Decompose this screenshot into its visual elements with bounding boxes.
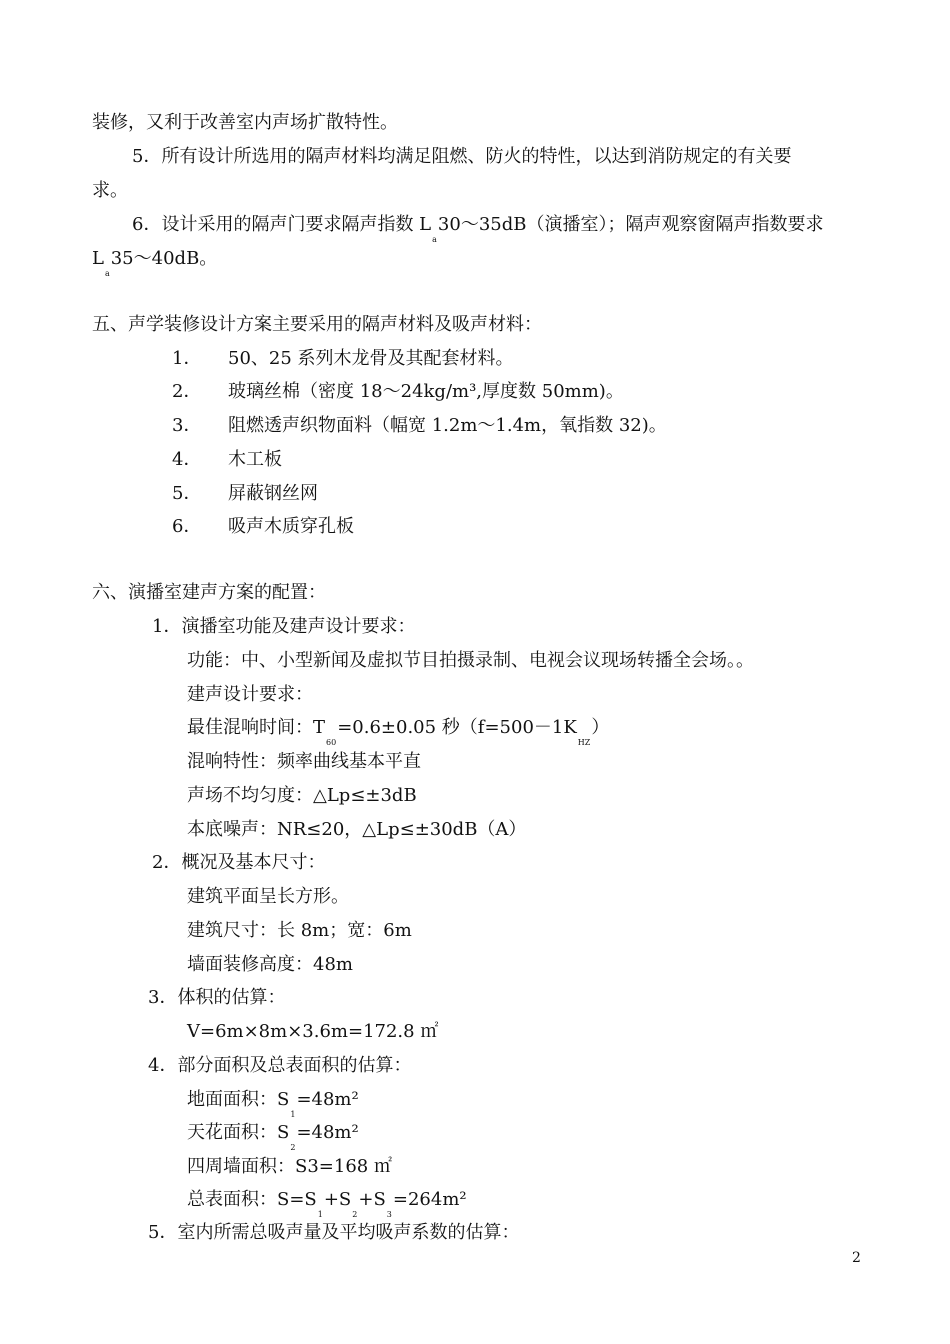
ceiling-area: [187, 1122, 359, 1152]
section-6-heading: 六、演播室建声方案的配置：: [92, 582, 326, 603]
reverb-time-mid: =0.6±0.05 秒（f=500－1K: [337, 717, 577, 738]
section-5-item-text: 50、25 系列木龙骨及其配套材料。: [228, 348, 514, 369]
intro-item-6-cont-sub: a: [104, 269, 110, 278]
total-area-plus-2: +S: [358, 1189, 386, 1210]
subsection-5-title: 5．室内所需总吸声量及平均吸声系数的估算：: [148, 1222, 520, 1243]
total-area-sub-3: 3: [386, 1210, 392, 1219]
section-5-heading: 五、声学装修设计方案主要采用的隔声材料及吸声材料：: [92, 314, 542, 335]
intro-item-5-cont: 求。: [92, 180, 128, 201]
total-area-post: =264m²: [392, 1189, 467, 1210]
total-area-sub-1: 1: [317, 1210, 323, 1219]
section-5-item-num: 5．: [172, 483, 202, 504]
building-size: 建筑尺寸：长 8m；宽：6m: [187, 920, 412, 941]
reverb-time-post: ）: [591, 717, 610, 738]
total-area-plus-1: +S: [323, 1189, 352, 1210]
subsection-4-title: 4．部分面积及总表面积的估算：: [148, 1055, 412, 1076]
building-shape: 建筑平面呈长方形。: [187, 886, 349, 907]
section-5-item-text: 玻璃丝棉（密度 18～24kg/m³,厚度数 50mm)。: [228, 381, 624, 402]
intro-item-6-post: 30～35dB（演播室）；隔声观察窗隔声指数要求: [437, 214, 824, 235]
reverb-time-pre: 最佳混响时间：T: [187, 717, 326, 738]
section-5-item-num: 2．: [172, 381, 202, 402]
intro-item-6-cont-post: 35～40dB。: [110, 248, 218, 269]
floor-area-sub: 1: [290, 1110, 296, 1119]
section-5-item-text: 阻燃透声织物面料（幅宽 1.2m～1.4m，氧指数 32)。: [228, 415, 667, 436]
section-5-item-text: 屏蔽钢丝网: [228, 483, 318, 504]
section-5-item-num: 1．: [172, 348, 202, 369]
reverb-characteristic: 混响特性：频率曲线基本平直: [187, 751, 421, 772]
intro-item-5: 5．所有设计所选用的隔声材料均满足阻燃、防火的特性，以达到消防规定的有关要: [132, 146, 792, 167]
background-noise: 本底噪声：NR≤20，△Lp≤±30dB（A）: [187, 819, 527, 840]
reverb-time: [187, 717, 610, 747]
requirements-title: 建声设计要求：: [187, 684, 313, 705]
reverb-time-unit: HZ: [577, 738, 591, 747]
ceiling-area-pre: 天花面积：S: [187, 1122, 290, 1143]
subsection-3-title: 3．体积的估算：: [148, 987, 286, 1008]
subsection-2-title: 2．概况及基本尺寸：: [152, 852, 326, 873]
intro-item-6-sub: a: [432, 235, 437, 244]
section-5-item-text: 吸声木质穿孔板: [228, 516, 354, 537]
page-number: 2: [852, 1250, 861, 1266]
intro-item-6-cont: [92, 248, 218, 278]
field-uniformity: 声场不均匀度：△Lp≤±3dB: [187, 785, 417, 806]
total-area-sub-2: 2: [352, 1210, 358, 1219]
total-area-pre: 总表面积：S=S: [187, 1189, 317, 1210]
section-5-item-text: 木工板: [228, 449, 282, 470]
reverb-time-sub: 60: [326, 738, 337, 747]
intro-item-6-cont-pre: L: [92, 248, 104, 269]
volume-formula: V=6m×8m×3.6m=172.8 ㎡: [187, 1021, 439, 1042]
section-5-item-num: 6．: [172, 516, 202, 537]
section-5-item-num: 3．: [172, 415, 202, 436]
wall-area: 四周墙面积：S3=168 ㎡: [187, 1156, 392, 1177]
subsection-1-title: 1．演播室功能及建声设计要求：: [152, 616, 416, 637]
ceiling-area-sub: 2: [290, 1143, 296, 1152]
intro-line-1: 装修，又利于改善室内声场扩散特性。: [92, 112, 398, 133]
wall-height: 墙面装修高度：48m: [187, 954, 353, 975]
floor-area-pre: 地面面积：S: [187, 1089, 290, 1110]
floor-area-post: =48m²: [296, 1089, 359, 1110]
intro-item-6-pre: 6．设计采用的隔声门要求隔声指数 L: [132, 214, 432, 235]
total-area: [187, 1189, 467, 1219]
function-text: 功能：中、小型新闻及虚拟节目拍摄录制、电视会议现场转播全会场。。: [187, 650, 754, 671]
floor-area: [187, 1089, 359, 1119]
section-5-item-num: 4．: [172, 449, 202, 470]
ceiling-area-post: =48m²: [296, 1122, 359, 1143]
intro-item-6: [132, 214, 824, 244]
